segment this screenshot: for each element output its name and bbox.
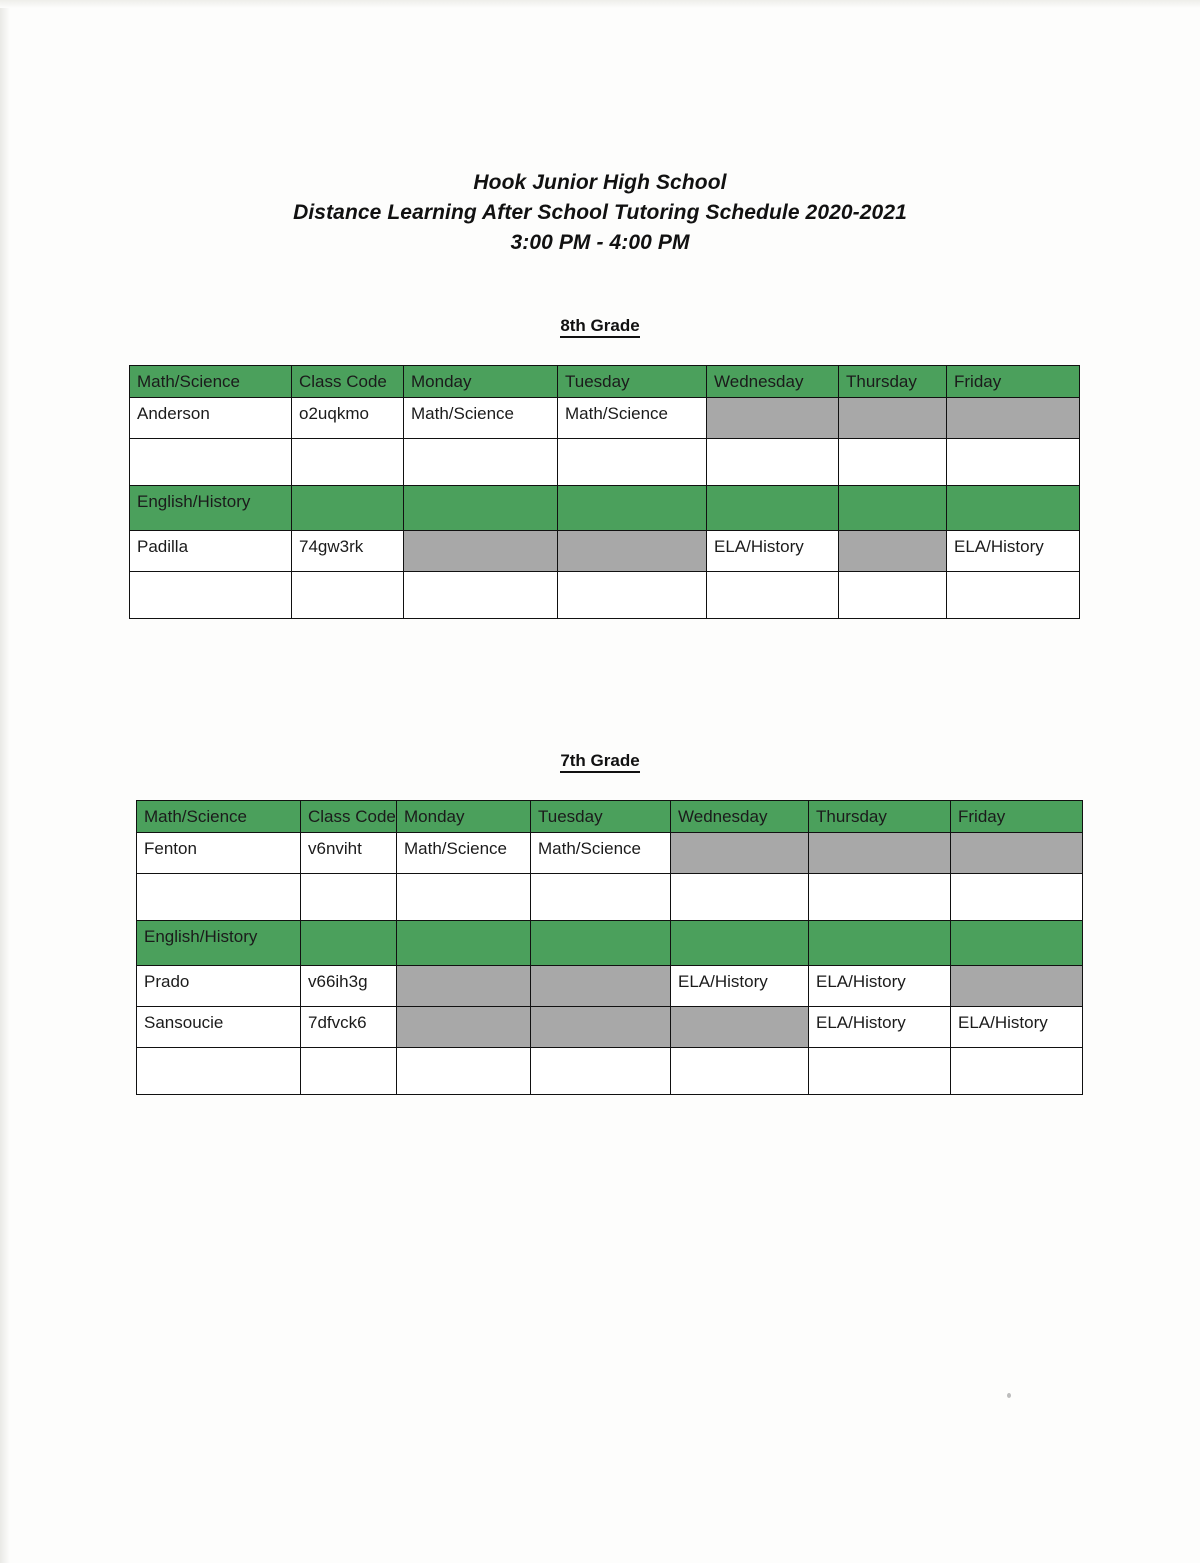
empty-cell (671, 874, 809, 921)
subject-section-filler (951, 921, 1083, 966)
teacher-name-cell: Anderson (130, 398, 292, 439)
empty-cell (292, 572, 404, 619)
scan-speckle (1007, 1393, 1011, 1398)
unavailable-day-cell (839, 398, 947, 439)
column-header-math-science: Math/Science (130, 366, 292, 398)
column-header-class-code: Class Code (301, 801, 397, 833)
unavailable-day-cell (947, 398, 1080, 439)
class-code-cell: o2uqkmo (292, 398, 404, 439)
table-row (137, 1048, 1083, 1095)
empty-cell (951, 874, 1083, 921)
column-header-wednesday: Wednesday (671, 801, 809, 833)
empty-cell (947, 572, 1080, 619)
session-cell: ELA/History (809, 966, 951, 1007)
column-header-monday: Monday (404, 366, 558, 398)
column-header-friday: Friday (947, 366, 1080, 398)
teacher-name-cell: Sansoucie (137, 1007, 301, 1048)
schedule-table-7th-grade (136, 800, 1083, 1095)
teacher-name-cell: Fenton (137, 833, 301, 874)
unavailable-day-cell (671, 833, 809, 874)
empty-cell (809, 1048, 951, 1095)
grade-heading-8th-text: 8th Grade (560, 316, 639, 338)
table-row (130, 398, 1080, 439)
column-header-monday: Monday (397, 801, 531, 833)
table-row (130, 531, 1080, 572)
unavailable-day-cell (397, 1007, 531, 1048)
empty-cell (130, 572, 292, 619)
unavailable-day-cell (707, 398, 839, 439)
empty-cell (404, 572, 558, 619)
class-code-cell: v66ih3g (301, 966, 397, 1007)
subject-section-filler (558, 486, 707, 531)
empty-cell (809, 874, 951, 921)
table-row (137, 966, 1083, 1007)
session-cell: ELA/History (951, 1007, 1083, 1048)
title-line-time: 3:00 PM - 4:00 PM (510, 231, 690, 254)
empty-cell (707, 439, 839, 486)
subject-section-label: English/History (130, 486, 292, 531)
session-cell: ELA/History (707, 531, 839, 572)
table-row (130, 572, 1080, 619)
table-row (130, 439, 1080, 486)
empty-cell (397, 1048, 531, 1095)
subject-section-filler (301, 921, 397, 966)
subject-section-filler (292, 486, 404, 531)
empty-cell (301, 874, 397, 921)
column-header-tuesday: Tuesday (531, 801, 671, 833)
class-code-cell: v6nviht (301, 833, 397, 874)
empty-cell (531, 1048, 671, 1095)
unavailable-day-cell (951, 966, 1083, 1007)
empty-cell (531, 874, 671, 921)
column-header-class-code: Class Code (292, 366, 404, 398)
subject-section-filler (531, 921, 671, 966)
empty-cell (130, 439, 292, 486)
page-edge-shadow-top (0, 0, 1200, 8)
table-row (130, 366, 1080, 398)
table-body-8th (130, 366, 1080, 619)
session-cell: Math/Science (404, 398, 558, 439)
unavailable-day-cell (809, 833, 951, 874)
column-header-thursday: Thursday (839, 366, 947, 398)
empty-cell (707, 572, 839, 619)
empty-cell (397, 874, 531, 921)
unavailable-day-cell (404, 531, 558, 572)
subject-section-filler (397, 921, 531, 966)
session-cell: ELA/History (809, 1007, 951, 1048)
column-header-tuesday: Tuesday (558, 366, 707, 398)
empty-cell (839, 572, 947, 619)
table-row (137, 1007, 1083, 1048)
empty-cell (839, 439, 947, 486)
table-body-7th (137, 801, 1083, 1095)
column-header-thursday: Thursday (809, 801, 951, 833)
class-code-cell: 74gw3rk (292, 531, 404, 572)
table-row (137, 801, 1083, 833)
subject-section-filler (947, 486, 1080, 531)
unavailable-day-cell (951, 833, 1083, 874)
empty-cell (558, 439, 707, 486)
empty-cell (951, 1048, 1083, 1095)
subject-section-filler (839, 486, 947, 531)
teacher-name-cell: Prado (137, 966, 301, 1007)
empty-cell (137, 874, 301, 921)
document-title (0, 168, 1200, 258)
unavailable-day-cell (671, 1007, 809, 1048)
subject-section-label: English/History (137, 921, 301, 966)
title-line-schedule: Distance Learning After School Tutoring Schedule 2020-2021 (293, 201, 907, 224)
unavailable-day-cell (397, 966, 531, 1007)
subject-section-filler (671, 921, 809, 966)
table-row (130, 486, 1080, 531)
empty-cell (137, 1048, 301, 1095)
table-row (137, 874, 1083, 921)
column-header-math-science: Math/Science (137, 801, 301, 833)
session-cell: ELA/History (671, 966, 809, 1007)
session-cell: ELA/History (947, 531, 1080, 572)
table-row (137, 921, 1083, 966)
class-code-cell: 7dfvck6 (301, 1007, 397, 1048)
unavailable-day-cell (558, 531, 707, 572)
session-cell: Math/Science (531, 833, 671, 874)
subject-section-filler (707, 486, 839, 531)
session-cell: Math/Science (397, 833, 531, 874)
empty-cell (671, 1048, 809, 1095)
subject-section-filler (809, 921, 951, 966)
empty-cell (301, 1048, 397, 1095)
empty-cell (292, 439, 404, 486)
empty-cell (947, 439, 1080, 486)
column-header-wednesday: Wednesday (707, 366, 839, 398)
unavailable-day-cell (531, 966, 671, 1007)
grade-heading-7th (0, 751, 1200, 771)
schedule-table-8th-grade (129, 365, 1080, 619)
subject-section-filler (404, 486, 558, 531)
unavailable-day-cell (839, 531, 947, 572)
title-line-school: Hook Junior High School (473, 171, 727, 194)
column-header-friday: Friday (951, 801, 1083, 833)
unavailable-day-cell (531, 1007, 671, 1048)
empty-cell (558, 572, 707, 619)
grade-heading-8th (0, 316, 1200, 336)
table-row (137, 833, 1083, 874)
empty-cell (404, 439, 558, 486)
grade-heading-7th-text: 7th Grade (560, 751, 639, 773)
session-cell: Math/Science (558, 398, 707, 439)
teacher-name-cell: Padilla (130, 531, 292, 572)
